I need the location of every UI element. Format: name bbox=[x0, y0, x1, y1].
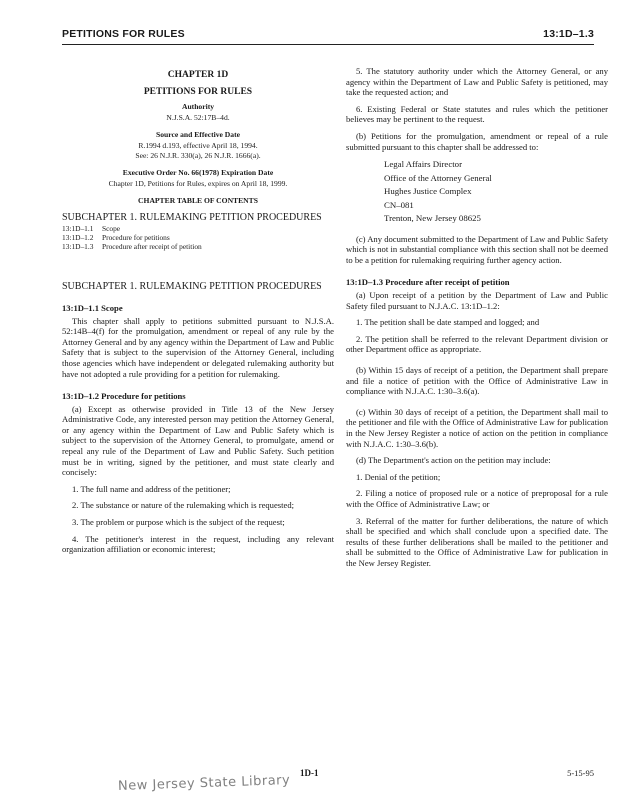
section-1-2-a: (a) Except as otherwise provided in Title 13 of the New Jersey Administrative Code, any interested person may petition the Attorney General, or any agency within the Department of Law and Public Safety which is subject to the supervision of the Attorney General, to promulgate, amend or repeal any rule of the Department of Law and Public Safety. Such petition must be in writing, signed by the petitioner, and must state clearly and concisely: bbox=[62, 403, 334, 478]
toc-entry-number: 13:1D–1.3 bbox=[62, 241, 94, 251]
address-line: Trenton, New Jersey 08625 bbox=[384, 213, 481, 224]
toc-entry-title: Scope bbox=[102, 223, 121, 233]
toc-entry bbox=[62, 242, 334, 251]
toc-entry-number: 13:1D–1.1 bbox=[62, 223, 94, 233]
section-1-1-heading: 13:1D–1.1 Scope bbox=[62, 302, 123, 313]
toc-entry bbox=[62, 233, 334, 242]
source-label: Source and Effective Date bbox=[155, 130, 240, 140]
list-item: 5. The statutory authority under which the Attorney General, or any agency within the Department of Law and Public Safety is petitioned, may take the requested action; and bbox=[346, 66, 608, 98]
list-item: 2. The petition shall be referred to the relevant Department division or other Department office as appropriate. bbox=[346, 333, 608, 355]
chapter-number: CHAPTER 1D bbox=[167, 70, 229, 80]
subchapter-heading: SUBCHAPTER 1. RULEMAKING PETITION PROCEDURES bbox=[62, 280, 322, 292]
address-line: Office of the Attorney General bbox=[384, 172, 492, 183]
address-line: Hughes Justice Complex bbox=[384, 186, 472, 197]
chapter-title: PETITIONS FOR RULES bbox=[143, 86, 253, 97]
list-item: 2. Filing a notice of proposed rule or a notice of preproposal for a rule with the Office of Administrative Law; or bbox=[346, 488, 608, 509]
list-item: 4. The petitioner's interest in the request, including any relevant organization affiliation or economic interest; bbox=[62, 533, 334, 555]
toc-subchapter: SUBCHAPTER 1. RULEMAKING PETITION PROCEDURES bbox=[62, 211, 322, 223]
left-column bbox=[62, 66, 334, 561]
authority-text: N.J.S.A. 52:17B–4d. bbox=[166, 112, 230, 122]
toc-entry bbox=[62, 224, 334, 233]
section-1-3-a: (a) Upon receipt of a petition by the Department of Law and Public Safety filed pursuant to N.J.A.C. 13:1D–1.2: bbox=[346, 290, 608, 311]
toc-label: CHAPTER TABLE OF CONTENTS bbox=[138, 196, 258, 206]
section-1-2-b: (b) Petitions for the promulgation, amendment or repeal of a rule submitted pursuant to this chapter shall be addressed to: bbox=[346, 130, 608, 152]
running-head-section: 13:1D–1.3 bbox=[543, 28, 594, 40]
address-line: CN–081 bbox=[384, 199, 414, 210]
page-number: 1D-1 bbox=[300, 768, 319, 778]
executive-order-label: Executive Order No. 66(1978) Expiration Date bbox=[122, 168, 274, 178]
toc-entry-title: Procedure after receipt of petition bbox=[102, 241, 202, 251]
right-column bbox=[346, 66, 608, 575]
list-item: 3. Referral of the matter for further deliberations, the nature of which shall be specified and which shall conclude upon a specified date. The results of these further deliberations shall be mailed to the petitioner and shall be submitted to the Office of Administrative Law for publication in the New Jersey Register. bbox=[346, 515, 608, 568]
source-line-2: See: 26 N.J.R. 330(a), 26 N.J.R. 1666(a). bbox=[135, 150, 261, 160]
toc-entry-title: Procedure for petitions bbox=[102, 232, 170, 242]
address-line: Legal Affairs Director bbox=[384, 159, 462, 170]
revision-date: 5-15-95 bbox=[567, 768, 594, 778]
section-1-3-d: (d) The Department's action on the petition may include: bbox=[356, 455, 551, 466]
mailing-address bbox=[346, 158, 608, 226]
toc-list bbox=[62, 224, 334, 251]
source-line-1: R.1994 d.193, effective April 18, 1994. bbox=[138, 140, 258, 150]
list-item: 2. The substance or nature of the rulemaking which is requested; bbox=[72, 500, 295, 511]
list-item: 3. The problem or purpose which is the subject of the request; bbox=[72, 517, 285, 528]
running-head-title: PETITIONS FOR RULES bbox=[62, 28, 185, 40]
section-1-2-heading: 13:1D–1.2 Procedure for petitions bbox=[62, 391, 186, 402]
list-item: 1. The full name and address of the petitioner; bbox=[72, 483, 231, 494]
toc-entry-number: 13:1D–1.2 bbox=[62, 232, 94, 242]
list-item: 1. The petition shall be date stamped and logged; and bbox=[356, 317, 540, 328]
executive-order-text: Chapter 1D, Petitions for Rules, expires on April 18, 1999. bbox=[108, 178, 288, 188]
section-1-1-text: This chapter shall apply to petitions submitted pursuant to N.J.S.A. 52:14B–4(f) for the promulgation, amendment or repeal of any rule by the Attorney General and by any agency within the Department of Law and Public Safety that is subject to the supervision of the Attorney General, including those agencies which have independent or delegated rulemaking authority but have not adopted a rule providing for a petition for rulemaking. bbox=[62, 315, 334, 379]
library-stamp: New Jersey State Library bbox=[117, 772, 291, 795]
section-1-2-c: (c) Any document submitted to the Department of Law and Public Safety which is not in substantial compliance with this section shall not be deemed to be a petition for rulemaking requiring further agency action. bbox=[346, 233, 608, 265]
section-1-3-heading: 13:1D–1.3 Procedure after receipt of petition bbox=[346, 277, 510, 288]
running-head bbox=[62, 28, 594, 45]
section-1-3-c: (c) Within 30 days of receipt of a petition, the Department shall mail to the petitioner and file with the Office of Administrative Law for publication in the New Jersey Register a notice of action on the petition in compliance with N.J.A.C. 1:30–3.6(b). bbox=[346, 406, 608, 449]
section-1-3-b: (b) Within 15 days of receipt of a petition, the Department shall prepare and file a notice of petition with the Office of Administrative Law in compliance with N.J.A.C. 1:30–3.6(a). bbox=[346, 365, 608, 397]
list-item: 6. Existing Federal or State statutes and rules which the petitioner believes may be pertinent to the request. bbox=[346, 103, 608, 125]
list-item: 1. Denial of the petition; bbox=[356, 471, 441, 482]
authority-label: Authority bbox=[181, 102, 215, 112]
